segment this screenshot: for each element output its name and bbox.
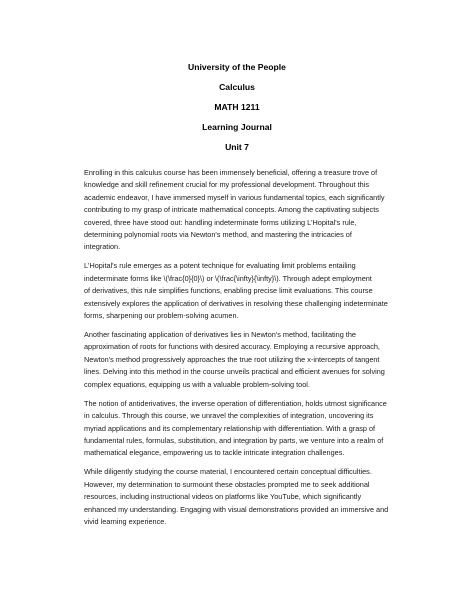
paragraph-line: complex equations, equipping us with a valuable problem-solving tool. bbox=[84, 379, 310, 389]
paragraph-line: lines. Delving into this method in the course unveils practical and efficient avenues for solving bbox=[84, 367, 385, 377]
document-body bbox=[84, 167, 391, 535]
paragraph-line: Newton's method progressively approaches the true root utilizing the x-intercepts of tangent bbox=[84, 354, 380, 364]
institution-title: University of the People bbox=[188, 62, 286, 72]
paragraph-antiderivatives bbox=[84, 398, 391, 460]
unit-title: Unit 7 bbox=[225, 142, 249, 152]
paragraph-line: L'Hopital's rule emerges as a potent technique for evaluating limit problems entailing bbox=[84, 261, 356, 271]
paragraph-line: myriad applications and its complementary relationship with differentiation. With a grasp of bbox=[84, 423, 376, 433]
paragraph-line: covered, three have stood out: handling indeterminate forms utilizing L'Hopital's rule, bbox=[84, 217, 357, 227]
paragraph-line: Another fascinating application of derivatives lies in Newton's method, facilitating the bbox=[84, 330, 356, 340]
subject-title: Calculus bbox=[219, 82, 255, 92]
paragraph-line: fundamental rules, formulas, substitution, and integration by parts, we venture into a realm of bbox=[84, 435, 384, 445]
paragraph-lhopital bbox=[84, 260, 391, 322]
paragraph-line: determining polynomial roots via Newton's method, and mastering the intricacies of bbox=[84, 230, 352, 240]
paragraph-difficulties bbox=[84, 466, 391, 528]
paragraph-intro bbox=[84, 167, 391, 254]
paragraph-line: indeterminate forms like \(\frac{0}{0}\) or \(\frac{\infty}{\infty}\). Through adept employment bbox=[84, 273, 372, 283]
paragraph-line: knowledge and skill refinement crucial for my professional development. Throughout this bbox=[84, 180, 369, 190]
paragraph-line: in calculus. Through this course, we unravel the complexities of integration, uncovering its bbox=[84, 411, 374, 421]
paragraph-line: mathematical elegance, empowering us to tackle intricate integration challenges. bbox=[84, 448, 345, 458]
paragraph-line: vivid learning experience. bbox=[84, 516, 167, 526]
paragraph-line: The notion of antiderivatives, the inverse operation of differentiation, holds utmost significance bbox=[84, 398, 387, 408]
paragraph-line: approximation of roots for functions with desired accuracy. Employing a recursive approach, bbox=[84, 342, 380, 352]
paragraph-line: contributing to my grasp of intricate mathematical concepts. Among the captivating subjects bbox=[84, 205, 379, 215]
paragraph-line: extensively explores the application of derivatives in resolving these challenging indeterminate bbox=[84, 298, 388, 308]
paragraph-line: While diligently studying the course material, I encountered certain conceptual difficulties. bbox=[84, 467, 372, 477]
paragraph-line: However, my determination to surmount these obstacles prompted me to seek additional bbox=[84, 479, 370, 489]
paragraph-line: enhanced my understanding. Engaging with visual demonstrations provided an immersive and bbox=[84, 504, 389, 514]
paragraph-line: Enrolling in this calculus course has been immensely beneficial, offering a treasure trove of bbox=[84, 168, 378, 177]
course-code-title: MATH 1211 bbox=[214, 102, 260, 112]
paragraph-newton bbox=[84, 329, 391, 391]
paragraph-line: integration. bbox=[84, 242, 121, 252]
paragraph-line: resources, including instructional videos on platforms like YouTube, which significantly bbox=[84, 492, 362, 502]
assignment-title: Learning Journal bbox=[202, 122, 272, 132]
paragraph-line: forms, sharpening our problem-solving acumen. bbox=[84, 311, 239, 321]
paragraph-line: of derivatives, this rule simplifies functions, enabling precise limit evaluations. This course bbox=[84, 286, 373, 296]
paragraph-line: academic endeavor, I have immersed myself in various fundamental topics, each significantly bbox=[84, 192, 385, 202]
document-header bbox=[0, 57, 474, 157]
